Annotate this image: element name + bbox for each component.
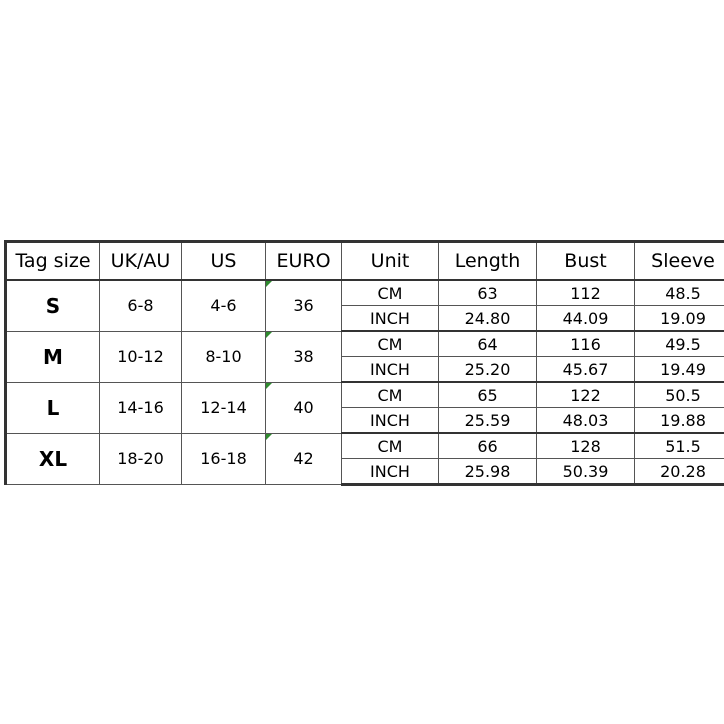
- uk-au-cell: 6-8: [100, 280, 182, 331]
- header-row: [6, 242, 724, 281]
- length-cell: 66: [439, 433, 537, 459]
- sleeve-cell: 20.28: [635, 459, 724, 485]
- length-cell: 65: [439, 382, 537, 408]
- bust-cell: 45.67: [537, 357, 635, 383]
- uk-au-cell: 18-20: [100, 433, 182, 485]
- header-uk-au: UK/AU: [100, 242, 182, 281]
- bust-cell: 48.03: [537, 408, 635, 434]
- unit-cell: CM: [342, 433, 439, 459]
- euro-value: 40: [293, 398, 314, 417]
- tag-size-cell: S: [6, 280, 100, 331]
- header-euro: EURO: [266, 242, 342, 281]
- sleeve-cell: 51.5: [635, 433, 724, 459]
- us-cell: 12-14: [182, 382, 266, 433]
- tag-size-cell: M: [6, 331, 100, 382]
- euro-cell: [266, 382, 342, 433]
- cell-marker-icon: [266, 281, 272, 287]
- bust-cell: 44.09: [537, 306, 635, 332]
- length-cell: 25.20: [439, 357, 537, 383]
- euro-cell: [266, 331, 342, 382]
- table-row: [6, 331, 724, 357]
- sleeve-cell: 19.09: [635, 306, 724, 332]
- bust-cell: 50.39: [537, 459, 635, 485]
- bust-cell: 116: [537, 331, 635, 357]
- uk-au-cell: 10-12: [100, 331, 182, 382]
- tag-size-cell: XL: [6, 433, 100, 485]
- table-row: [6, 280, 724, 306]
- length-cell: 25.98: [439, 459, 537, 485]
- tag-size-cell: L: [6, 382, 100, 433]
- unit-cell: INCH: [342, 459, 439, 485]
- bust-cell: 122: [537, 382, 635, 408]
- us-cell: 4-6: [182, 280, 266, 331]
- euro-value: 36: [293, 296, 314, 316]
- table-row: [6, 382, 724, 408]
- sleeve-cell: 19.49: [635, 357, 724, 383]
- euro-cell: [266, 280, 342, 331]
- bust-cell: 128: [537, 433, 635, 459]
- sleeve-cell: 19.88: [635, 408, 724, 434]
- euro-value: 38: [293, 347, 314, 366]
- us-cell: 16-18: [182, 433, 266, 485]
- header-sleeve: Sleeve: [635, 242, 724, 281]
- header-tag-size: Tag size: [6, 242, 100, 281]
- cell-marker-icon: [266, 332, 272, 338]
- header-unit: Unit: [342, 242, 439, 281]
- euro-cell: [266, 433, 342, 485]
- header-bust: Bust: [537, 242, 635, 281]
- sleeve-cell: 50.5: [635, 382, 724, 408]
- length-cell: 25.59: [439, 408, 537, 434]
- sleeve-cell: 48.5: [635, 280, 724, 306]
- length-cell: 64: [439, 331, 537, 357]
- sleeve-cell: 49.5: [635, 331, 724, 357]
- table-row: [6, 433, 724, 459]
- unit-cell: CM: [342, 331, 439, 357]
- cell-marker-icon: [266, 434, 272, 440]
- header-length: Length: [439, 242, 537, 281]
- us-cell: 8-10: [182, 331, 266, 382]
- unit-cell: CM: [342, 280, 439, 306]
- length-cell: 24.80: [439, 306, 537, 332]
- length-cell: 63: [439, 280, 537, 306]
- bust-cell: 112: [537, 280, 635, 306]
- size-chart-table: [4, 240, 724, 486]
- uk-au-cell: 14-16: [100, 382, 182, 433]
- euro-value: 42: [293, 449, 314, 469]
- unit-cell: CM: [342, 382, 439, 408]
- cell-marker-icon: [266, 383, 272, 389]
- unit-cell: INCH: [342, 408, 439, 434]
- unit-cell: INCH: [342, 357, 439, 383]
- header-us: US: [182, 242, 266, 281]
- unit-cell: INCH: [342, 306, 439, 332]
